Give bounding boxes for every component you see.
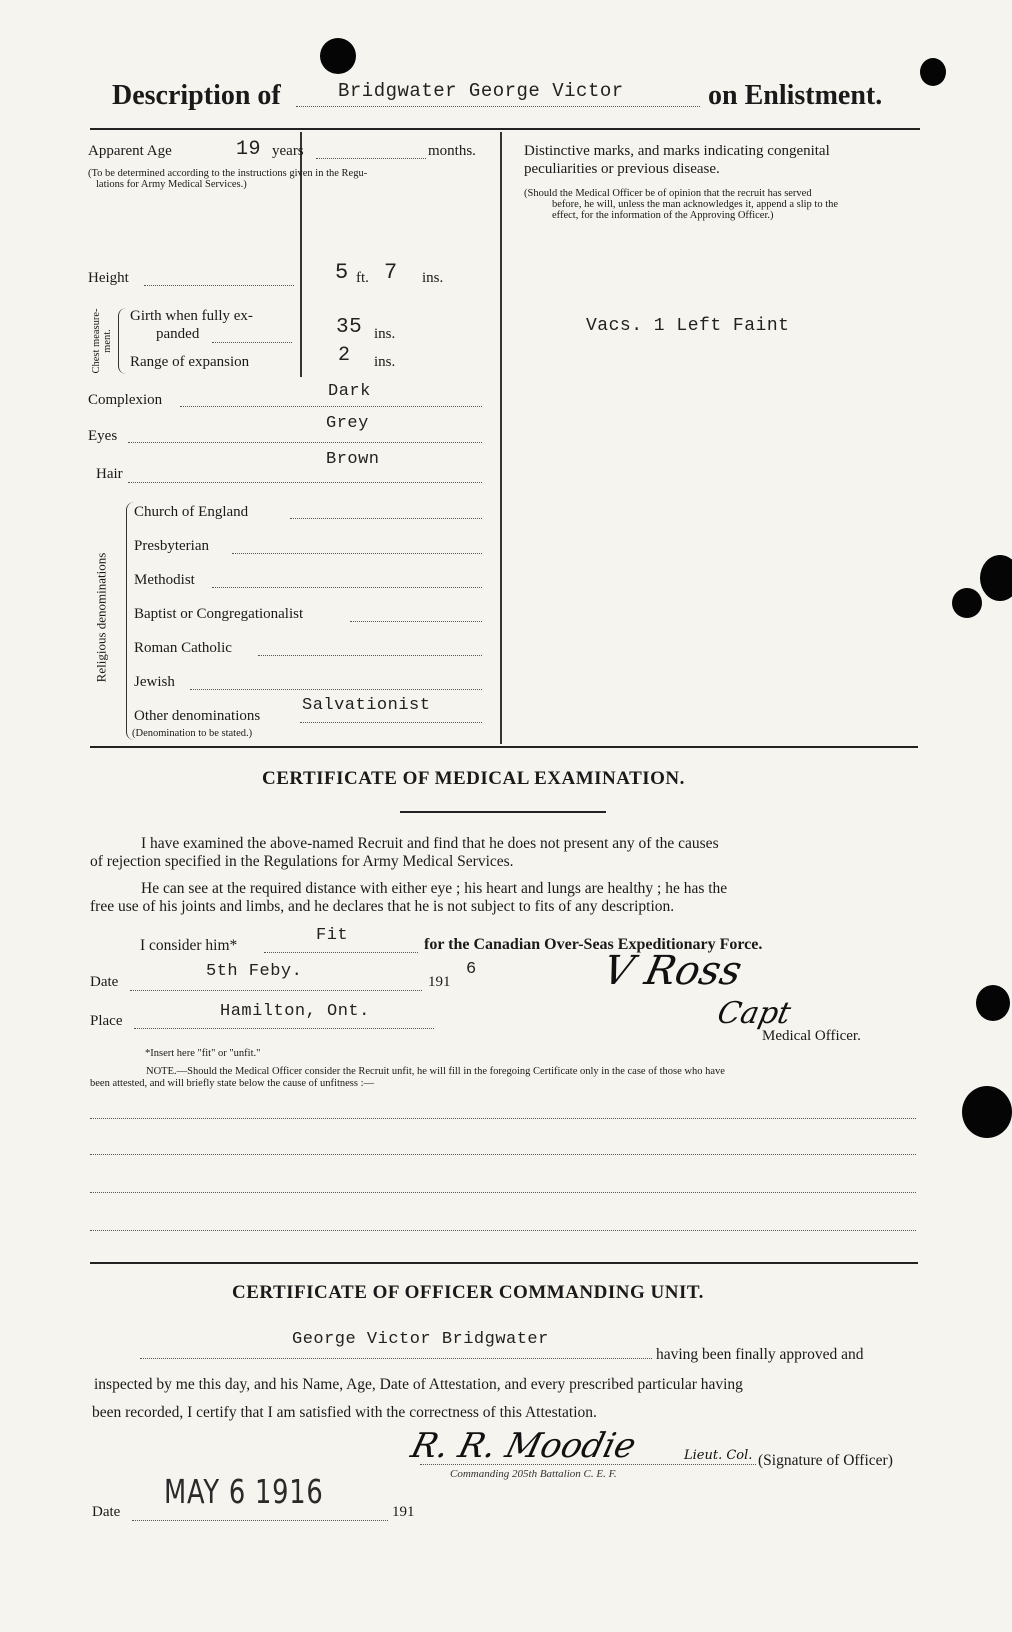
top-rule	[90, 128, 920, 130]
date-line	[130, 990, 422, 991]
medical-note-b: been attested, and will briefly state below the cause of unfitness :—	[90, 1078, 374, 1089]
chest-side-label: Chest measure-ment.	[91, 308, 113, 374]
punch-hole	[920, 58, 946, 86]
complexion-label: Complexion	[88, 392, 163, 408]
insert-note: *Insert here "fit" or "unfit."	[145, 1048, 261, 1059]
mid-rule	[90, 746, 918, 748]
height-label: Height	[88, 270, 129, 286]
age-note-1: (To be determined according to the instructions given in the Regu-	[88, 168, 368, 179]
eyes-value: Grey	[326, 414, 369, 433]
place-line	[134, 1028, 434, 1029]
punch-hole	[976, 985, 1010, 1021]
months-label: months.	[428, 143, 476, 159]
medical-p2b: free use of his joints and limbs, and he declares that he is not subject to fits of any description.	[90, 898, 675, 915]
chest-brace	[118, 308, 127, 374]
rel-line-4	[350, 621, 482, 622]
header-name: Bridgwater George Victor	[338, 80, 624, 102]
rel-other: Other denominations	[134, 708, 261, 724]
lower-rule	[90, 1262, 918, 1264]
commanding-title: CERTIFICATE OF OFFICER COMMANDING UNIT.	[232, 1282, 704, 1303]
consider-label: I consider him*	[140, 937, 238, 954]
unfit-line-4	[90, 1230, 916, 1231]
age-note-2: lations for Army Medical Services.)	[96, 179, 247, 190]
column-divider	[500, 132, 502, 744]
rel-jewish: Jewish	[134, 674, 175, 690]
medical-p2a: He can see at the required distance with either eye ; his heart and lungs are healthy ; he has the	[141, 880, 728, 897]
date-label: Date	[90, 974, 119, 990]
range-value: 2	[338, 344, 351, 367]
commanding-unit: Commanding 205th Battalion C. E. F.	[450, 1468, 617, 1480]
commanding-signature: R. R. Moodie	[407, 1426, 640, 1466]
signature-of-officer: (Signature of Officer)	[758, 1452, 893, 1469]
consider-value: Fit	[316, 926, 349, 945]
force-text: for the Canadian Over-Seas Expeditionary Force.	[424, 936, 763, 953]
year-suffix: 6	[466, 960, 477, 979]
medical-signature: V Ross	[599, 948, 746, 994]
rel-line-6	[190, 689, 482, 690]
commanding-line-1-tail: having been finally approved and	[656, 1346, 864, 1363]
commanding-date-line	[132, 1520, 388, 1521]
height-line	[144, 285, 294, 286]
rel-note: (Denomination to be stated.)	[132, 728, 253, 739]
place-value: Hamilton, Ont.	[220, 1002, 370, 1021]
eyes-label: Eyes	[88, 428, 118, 444]
punch-hole	[962, 1086, 1012, 1138]
rel-line-3	[212, 587, 482, 588]
rel-roman-catholic: Roman Catholic	[134, 640, 232, 656]
commanding-name-value: George Victor Bridgwater	[292, 1330, 549, 1349]
medical-title-rule	[400, 811, 606, 813]
medical-title: CERTIFICATE OF MEDICAL EXAMINATION.	[262, 768, 685, 789]
marks-note-1: (Should the Medical Officer be of opinion that the recruit has served	[524, 188, 812, 199]
marks-note-2: before, he will, unless the man acknowledges it, append a slip to the	[552, 199, 839, 210]
girth-value: 35	[336, 316, 363, 339]
medical-signature-rank: Capt	[714, 996, 794, 1031]
rel-presbyterian: Presbyterian	[134, 538, 209, 554]
marks-note-3: effect, for the information of the Approving Officer.)	[552, 210, 774, 221]
date-stamp: MAY 6 1916	[164, 1472, 324, 1511]
eyes-line	[128, 442, 482, 443]
ins-label: ins.	[422, 270, 444, 286]
rel-line-1	[290, 518, 482, 519]
range-label: Range of expansion	[130, 354, 250, 370]
rel-baptist: Baptist or Congregationalist	[134, 606, 304, 622]
hair-label: Hair	[96, 466, 123, 482]
marks-heading-2: peculiarities or previous disease.	[524, 161, 720, 177]
months-line	[316, 158, 426, 159]
header-tail: on Enlistment.	[708, 80, 883, 111]
height-in-value: 7	[384, 260, 398, 285]
consider-line	[264, 952, 418, 953]
hair-value: Brown	[326, 450, 380, 469]
girth-line	[212, 342, 292, 343]
officer-signature-line	[420, 1464, 756, 1465]
medical-p1a: I have examined the above-named Recruit and find that he does not present any of the causes	[141, 835, 719, 852]
medical-officer-label: Medical Officer.	[762, 1028, 861, 1044]
punch-hole	[320, 38, 356, 74]
girth-label-1: Girth when fully ex-	[130, 308, 253, 324]
commanding-rank: Lieut. Col.	[684, 1448, 753, 1463]
apparent-age-label: Apparent Age	[88, 143, 172, 159]
medical-p1b: of rejection specified in the Regulations for Army Medical Services.	[90, 853, 514, 870]
complexion-line	[180, 406, 482, 407]
years-label: years	[272, 143, 304, 159]
punch-hole	[952, 588, 982, 618]
range-ins: ins.	[374, 354, 396, 370]
rel-methodist: Methodist	[134, 572, 195, 588]
commanding-name-line	[140, 1358, 652, 1359]
date-value: 5th Feby.	[206, 962, 303, 981]
height-ft-value: 5	[335, 260, 349, 285]
unfit-line-3	[90, 1192, 916, 1193]
commanding-line-3: been recorded, I certify that I am satisfied with the correctness of this Attestation.	[92, 1404, 597, 1421]
commanding-line-2: inspected by me this day, and his Name, Age, Date of Attestation, and every prescribed particular having	[94, 1376, 743, 1393]
age-value: 19	[236, 138, 262, 161]
marks-value: Vacs. 1 Left Faint	[586, 316, 790, 336]
medical-note-a: NOTE.—Should the Medical Officer consider the Recruit unfit, he will fill in the foregoing Certificate only in the case of those who have	[146, 1066, 725, 1077]
commanding-year-prefix: 191	[392, 1504, 415, 1520]
rel-line-5	[258, 655, 482, 656]
rel-line-2	[232, 553, 482, 554]
place-label: Place	[90, 1013, 123, 1029]
header-desc: Description of	[112, 80, 281, 111]
girth-ins: ins.	[374, 326, 396, 342]
rel-line-7	[300, 722, 482, 723]
unfit-line-1	[90, 1118, 916, 1119]
hair-line	[128, 482, 482, 483]
girth-label-2: panded	[156, 326, 200, 342]
rel-church-of-england: Church of England	[134, 504, 249, 520]
punch-hole	[980, 555, 1012, 601]
year-prefix: 191	[428, 974, 451, 990]
marks-heading-1: Distinctive marks, and marks indicating congenital	[524, 143, 830, 159]
complexion-value: Dark	[328, 382, 371, 401]
header-name-line	[296, 106, 700, 107]
religious-side-label: Religious denominations	[93, 552, 109, 683]
unfit-line-2	[90, 1154, 916, 1155]
rel-value: Salvationist	[302, 696, 431, 715]
ft-label: ft.	[356, 270, 369, 286]
commanding-date-label: Date	[92, 1504, 121, 1520]
